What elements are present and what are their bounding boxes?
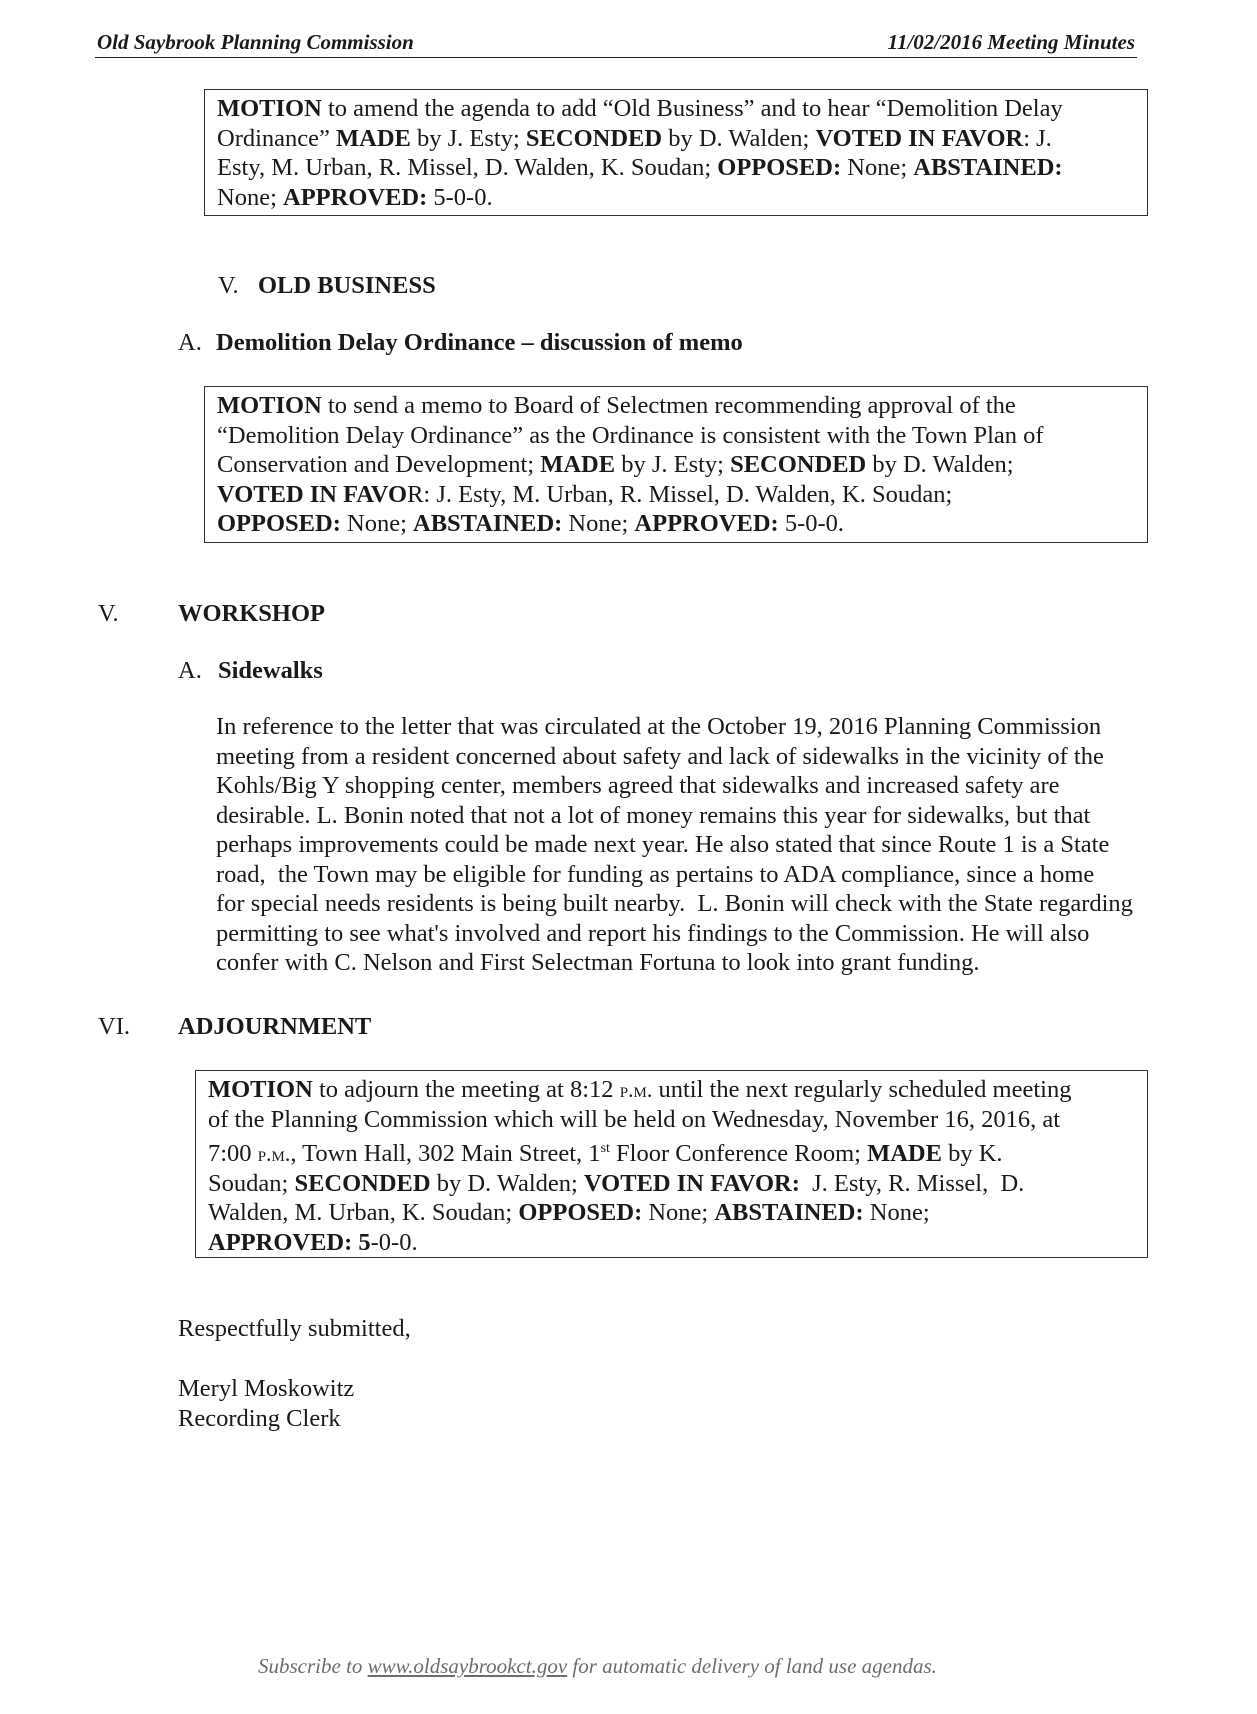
- keyword: SECONDED: [525, 124, 663, 152]
- footer-note: [258, 1654, 937, 1679]
- section-title-workshop: WORKSHOP: [178, 600, 326, 627]
- paragraph-line: meeting from a resident concerned about safety and lack of sidewalks in the vicinity of the: [216, 742, 1104, 770]
- paragraph-line: desirable. L. Bonin noted that not a lot of money remains this year for sidewalks, but that: [216, 801, 1091, 829]
- paragraph-line: for special needs residents is being built nearby. L. Bonin will check with the State regarding: [216, 890, 1133, 917]
- text: , Town Hall, 302 Main Street, 1: [290, 1140, 601, 1168]
- text: R: [407, 480, 424, 508]
- text: until the next regularly scheduled meeting: [652, 1076, 1072, 1103]
- keyword: OPPOSED:: [717, 154, 842, 181]
- keyword: ABSTAINED:: [413, 510, 563, 537]
- paragraph-line: confer with C. Nelson and First Selectman Fortuna to look into grant funding.: [216, 949, 980, 976]
- keyword: ABSTAINED:: [913, 154, 1063, 181]
- text: of the Planning Commission which will be held on Wednesday, November 16, 2016, at: [208, 1105, 1061, 1133]
- text: 7:00: [208, 1140, 258, 1168]
- keyword: VOTED IN FAVOR: [815, 124, 1024, 152]
- subsection-number: A.: [178, 329, 202, 356]
- keyword: MADE: [540, 451, 616, 478]
- motion-box-amend-agenda: [204, 89, 1148, 216]
- motion-line: [217, 183, 1135, 213]
- paragraph-line: road, the Town may be eligible for funding as pertains to ADA compliance, since a home: [216, 860, 1095, 888]
- keyword: 5: [358, 1228, 371, 1256]
- motion-line: [217, 153, 1135, 183]
- paragraph-line: perhaps improvements could be made next year. He also stated that since Route 1 is a State: [216, 831, 1110, 858]
- keyword: MADE: [867, 1140, 942, 1168]
- section-number-adjournment: VI.: [98, 1013, 130, 1040]
- footer-link[interactable]: www.oldsaybrookct.gov: [367, 1654, 568, 1678]
- motion-line: [217, 480, 1135, 510]
- motion-line: [208, 1228, 1135, 1258]
- ordinal-suffix: st: [600, 1141, 610, 1156]
- text: by D. Walden;: [662, 124, 816, 152]
- time-suffix: p.m.: [619, 1077, 653, 1102]
- text: -0-0.: [370, 1228, 418, 1256]
- keyword: SECONDED: [730, 451, 867, 478]
- signer-role: Recording Clerk: [178, 1405, 341, 1432]
- closing: Respectfully submitted,: [178, 1315, 411, 1342]
- motion-line: [217, 450, 1135, 480]
- signer-name: Meryl Moskowitz: [178, 1375, 355, 1402]
- text: by J. Esty;: [410, 124, 526, 152]
- text: by D. Walden;: [430, 1169, 584, 1197]
- subsection-title-sidewalks: Sidewalks: [218, 657, 323, 684]
- subsection-number: A.: [178, 657, 202, 684]
- motion-line: [208, 1134, 1135, 1169]
- text: None;: [340, 510, 413, 537]
- motion-line: [217, 391, 1135, 421]
- motion-box-demolition-memo: [204, 386, 1148, 543]
- footer-text: for automatic delivery of land use agendas.: [567, 1654, 937, 1678]
- time-suffix: p.m.: [257, 1141, 291, 1167]
- keyword: MOTION: [208, 1076, 313, 1103]
- keyword: ABSTAINED:: [714, 1199, 864, 1227]
- motion-line: [217, 421, 1135, 451]
- text: by J. Esty;: [615, 451, 731, 478]
- paragraph-line: permitting to see what's involved and report his findings to the Commission. He will also: [216, 919, 1090, 947]
- motion-line: [217, 94, 1135, 124]
- text: 5-0-0.: [778, 510, 845, 537]
- footer-text: Subscribe to: [258, 1654, 368, 1678]
- text: Ordinance”: [217, 124, 337, 152]
- sidewalks-paragraph: [216, 712, 1216, 978]
- paragraph-line: In reference to the letter that was circulated at the October 19, 2016 Planning Commission: [216, 713, 1102, 740]
- text: by D. Walden;: [866, 451, 1014, 478]
- text: “Demolition Delay Ordinance” as the Ordinance is consistent with the Town Plan of: [217, 421, 1044, 449]
- text: None;: [841, 154, 914, 181]
- motion-line: [208, 1169, 1135, 1199]
- motion-line: [208, 1198, 1135, 1228]
- keyword: APPROVED:: [283, 183, 428, 211]
- text: : J. Esty, M. Urban, R. Missel, D. Walden, K. Soudan;: [423, 480, 953, 508]
- text: to send a memo to Board of Selectmen recommending approval of the: [321, 392, 1016, 419]
- text: None;: [217, 183, 283, 211]
- motion-line: [217, 509, 1135, 539]
- keyword: APPROVED:: [208, 1228, 353, 1256]
- text: Conservation and Development;: [217, 451, 541, 478]
- text: to adjourn the meeting at 8:12: [312, 1076, 620, 1103]
- text: to amend the agenda to add “Old Business” and to hear “Demolition Delay: [321, 95, 1063, 122]
- header-right: 11/02/2016 Meeting Minutes: [887, 30, 1135, 54]
- keyword: OPPOSED:: [518, 1199, 643, 1227]
- keyword: MOTION: [217, 95, 322, 122]
- text: 5-0-0.: [427, 183, 493, 211]
- text: Esty, M. Urban, R. Missel, D. Walden, K. Soudan;: [217, 154, 718, 181]
- paragraph-line: Kohls/Big Y shopping center, members agreed that sidewalks and increased safety are: [216, 772, 1060, 799]
- text: Floor Conference Room;: [609, 1140, 868, 1168]
- text: : J.: [1023, 124, 1052, 152]
- keyword: MADE: [336, 124, 411, 152]
- text: Walden, M. Urban, K. Soudan;: [208, 1199, 519, 1227]
- text: None;: [863, 1199, 930, 1227]
- text: J. Esty, R. Missel, D.: [799, 1169, 1025, 1197]
- header-rule: [95, 57, 1137, 58]
- motion-box-adjourn: [195, 1070, 1148, 1258]
- text: None;: [642, 1199, 715, 1227]
- text: None;: [562, 510, 635, 537]
- section-title-adjournment: ADJOURNMENT: [178, 1013, 372, 1040]
- keyword: VOTED IN FAVO: [217, 480, 408, 508]
- keyword: APPROVED:: [634, 510, 779, 537]
- keyword: OPPOSED:: [217, 510, 341, 537]
- motion-line: [208, 1105, 1135, 1135]
- section-number-old-business: V.: [218, 272, 239, 299]
- keyword: MOTION: [217, 392, 322, 419]
- subsection-title-demolition-delay: Demolition Delay Ordinance – discussion of memo: [216, 329, 743, 356]
- motion-line: [208, 1075, 1135, 1105]
- text: by K.: [941, 1140, 1003, 1168]
- section-title-old-business: OLD BUSINESS: [258, 272, 436, 299]
- header-left: Old Saybrook Planning Commission: [97, 30, 414, 54]
- keyword: SECONDED: [294, 1169, 431, 1197]
- section-number-workshop: V.: [98, 600, 119, 627]
- motion-line: [217, 124, 1135, 154]
- keyword: VOTED IN FAVOR:: [583, 1169, 800, 1197]
- text: Soudan;: [208, 1169, 295, 1197]
